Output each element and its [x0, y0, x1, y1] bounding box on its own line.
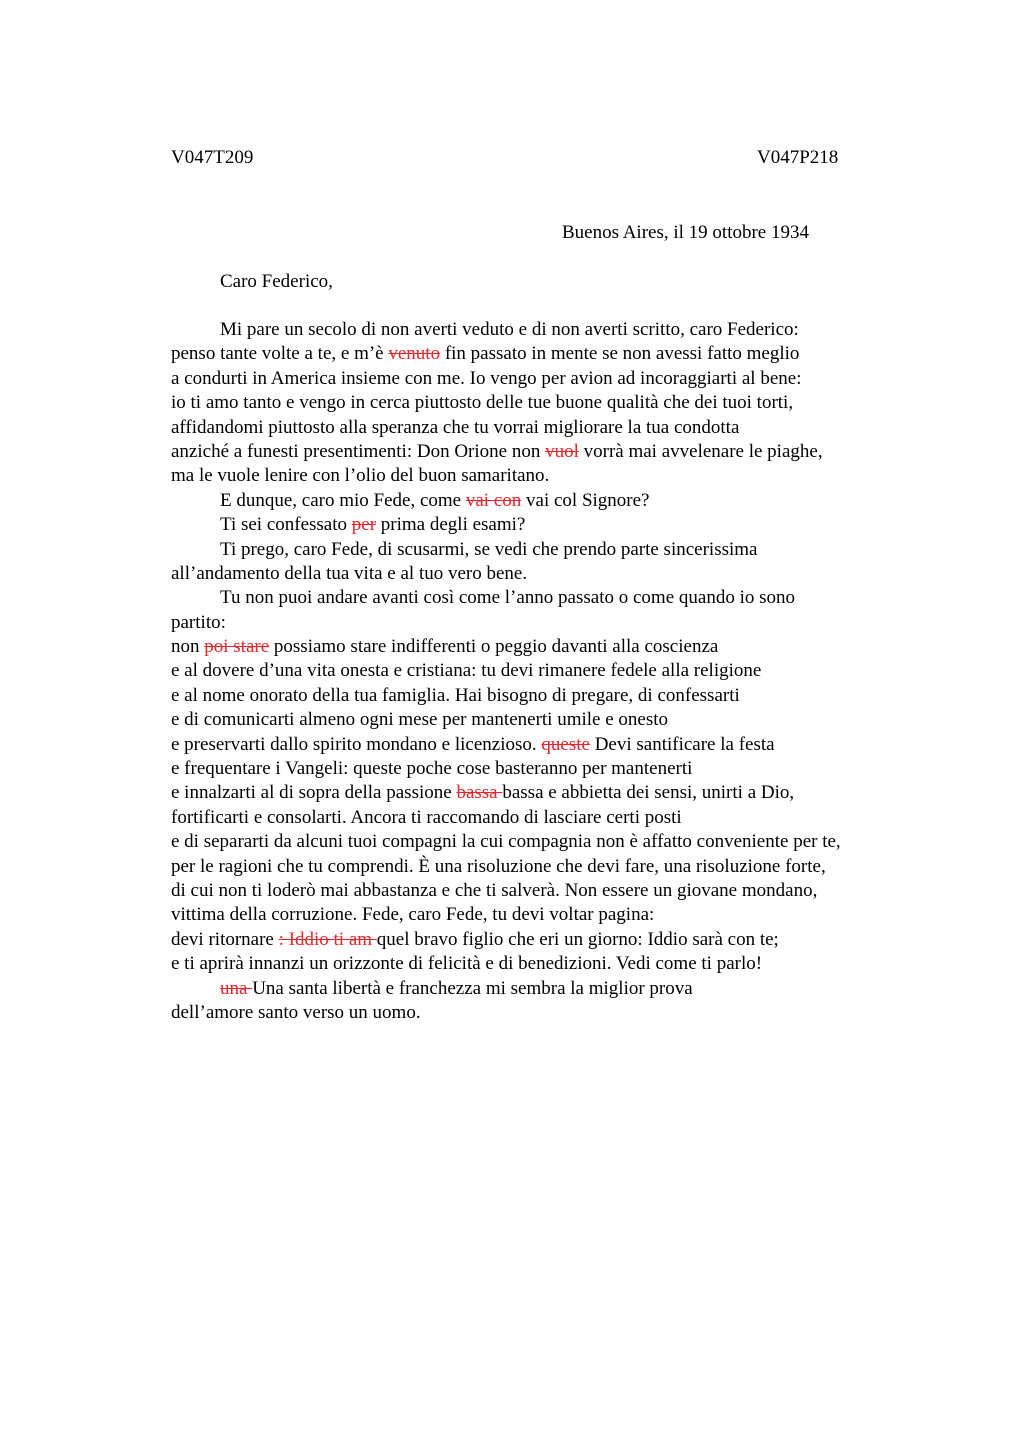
deleted-text: una — [220, 977, 253, 999]
letter-line — [171, 464, 931, 488]
line-text: Devi santificare la festa — [589, 733, 775, 755]
letter-line — [171, 562, 931, 586]
line-text: partito: — [171, 611, 226, 633]
letter-line — [171, 1001, 931, 1025]
letter-date: Buenos Aires, il 19 ottobre 1934 — [562, 222, 809, 243]
line-text: quel bravo figlio che eri un giorno: Iddio sarà con te; — [376, 928, 779, 950]
line-text: a condurti in America insieme con me. Io vengo per avion ad incoraggiarti al bene: — [171, 367, 802, 389]
letter-line — [171, 391, 931, 415]
letter-line — [171, 757, 931, 781]
letter-line — [171, 952, 931, 976]
line-text: di cui non ti loderò mai abbastanza e che ti salverà. Non essere un giovane mondano, — [171, 879, 818, 901]
line-text: per le ragioni che tu comprendi. È una risoluzione che devi fare, una risoluzione forte, — [171, 855, 826, 877]
line-text: devi ritornare — [171, 928, 279, 950]
line-text: vai col Signore? — [521, 489, 650, 511]
line-text: e di separarti da alcuni tuoi compagni la cui compagnia non è affatto conveniente per te, — [171, 831, 841, 853]
line-text: fin passato in mente se non avessi fatto meglio — [440, 343, 800, 365]
line-text: Tu non puoi andare avanti così come l’anno passato o come quando io sono — [220, 587, 795, 609]
letter-line — [171, 659, 931, 683]
letter-line — [171, 684, 931, 708]
document-code-right: V047P218 — [757, 147, 839, 168]
letter-line — [171, 318, 931, 342]
line-text: vittima della corruzione. Fede, caro Fede, tu devi voltar pagina: — [171, 904, 655, 926]
deleted-text: poi stare — [204, 636, 270, 658]
letter-line — [171, 879, 931, 903]
letter-line — [171, 611, 931, 635]
line-text: Ti sei confessato — [220, 514, 352, 536]
deleted-text: vai con — [465, 489, 522, 511]
letter-line — [171, 538, 931, 562]
letter-line — [171, 416, 931, 440]
line-text: prima degli esami? — [376, 514, 526, 536]
letter-line — [171, 440, 931, 464]
letter-line — [171, 586, 931, 610]
line-text: Mi pare un secolo di non averti veduto e di non averti scritto, caro Federico: — [220, 319, 799, 340]
line-text: Ti prego, caro Fede, di scusarmi, se vedi che prendo parte sincerissima — [220, 538, 758, 560]
line-text: fortificarti e consolarti. Ancora ti raccomando di lasciare certi posti — [171, 806, 682, 828]
line-text: e ti aprirà innanzi un orizzonte di felicità e di benedizioni. Vedi come ti parlo! — [171, 953, 763, 975]
letter-line — [171, 855, 931, 879]
line-text: Una santa libertà e franchezza mi sembra la miglior prova — [252, 977, 693, 999]
line-text: E dunque, caro mio Fede, come — [220, 489, 466, 511]
line-text: vorrà mai avvelenare le piaghe, — [578, 440, 823, 462]
letter-line — [171, 928, 931, 952]
letter-line — [171, 830, 931, 854]
letter-body — [171, 318, 931, 1025]
deleted-text: venuto — [388, 343, 441, 365]
letter-line — [171, 781, 931, 805]
document-code-left: V047T209 — [171, 147, 254, 168]
line-text: io ti amo tanto e vengo in cerca piuttosto delle tue buone qualità che dei tuoi torti, — [171, 392, 794, 414]
line-text: e preservarti dallo spirito mondano e licenzioso. — [171, 733, 542, 755]
line-text: e di comunicarti almeno ogni mese per mantenerti umile e onesto — [171, 709, 669, 731]
letter-line — [171, 806, 931, 830]
line-text: e al nome onorato della tua famiglia. Hai bisogno di pregare, di confessarti — [171, 684, 740, 706]
line-text: e al dovere d’una vita onesta e cristiana: tu devi rimanere fedele alla religione — [171, 660, 762, 682]
letter-line — [171, 977, 931, 1001]
letter-line — [171, 342, 931, 366]
line-text: all’andamento della tua vita e al tuo vero bene. — [171, 562, 528, 584]
line-text: dell’amore santo verso un uomo. — [171, 1001, 421, 1023]
letter-line — [171, 367, 931, 391]
deleted-text: vuol — [545, 440, 579, 462]
line-text: possiamo stare indifferenti o peggio davanti alla coscienza — [269, 636, 719, 658]
letter-line — [171, 733, 931, 757]
letter-line — [171, 489, 931, 513]
letter-line — [171, 903, 931, 927]
line-text: e frequentare i Vangeli: queste poche cose basteranno per mantenerti — [171, 758, 693, 780]
letter-line — [171, 635, 931, 659]
line-text: penso tante volte a te, e m’è — [171, 343, 389, 365]
line-text: anziché a funesti presentimenti: Don Orione non — [171, 440, 546, 462]
letter-salutation: Caro Federico, — [220, 271, 333, 292]
letter-line — [171, 708, 931, 732]
line-text: affidandomi piuttosto alla speranza che tu vorrai migliorare la tua condotta — [171, 416, 740, 438]
letter-line — [171, 513, 931, 537]
line-text: ma le vuole lenire con l’olio del buon samaritano. — [171, 465, 550, 487]
line-text: non — [171, 636, 205, 658]
deleted-text: bassa — [456, 782, 503, 804]
line-text: bassa e abbietta dei sensi, unirti a Dio, — [502, 782, 795, 804]
line-text: e innalzarti al di sopra della passione — [171, 782, 457, 804]
deleted-text: per — [351, 514, 377, 536]
deleted-text: queste — [541, 733, 590, 755]
deleted-text: : Iddio ti am — [278, 928, 377, 950]
